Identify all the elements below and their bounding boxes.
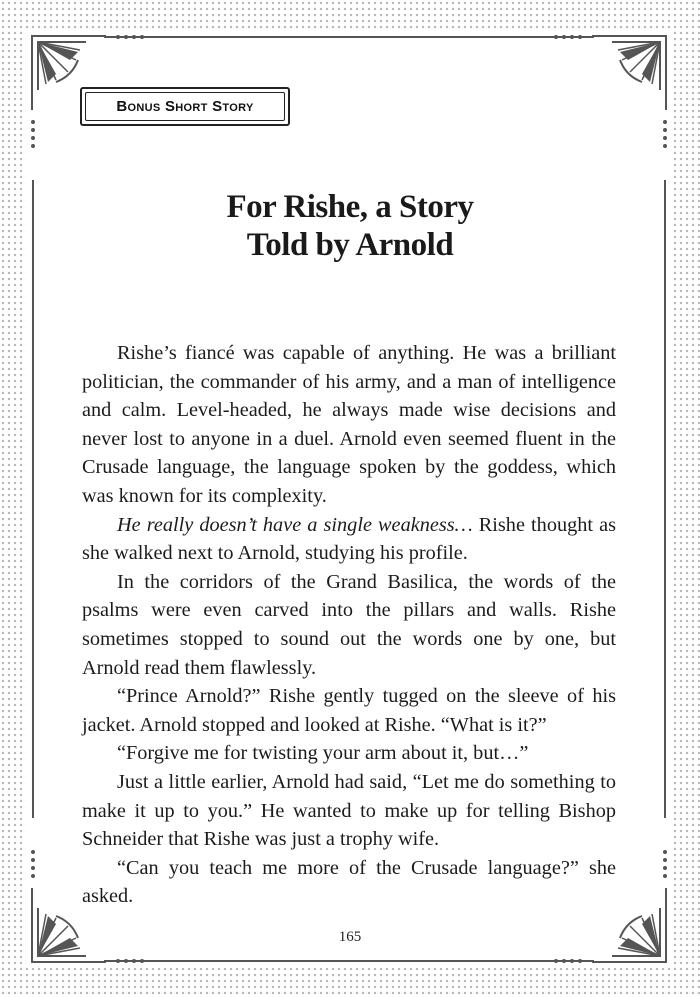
page-number: 165 xyxy=(338,929,362,945)
paragraph: “Forgive me for twisting your arm about it, but…” xyxy=(117,742,529,765)
paragraph: “Prince Arnold?” Rishe gently tugged on the sleeve of his jacket. Arnold stopped and looked at Rishe. “What is it?” xyxy=(82,685,616,736)
story-body xyxy=(82,339,616,911)
italic-thought: He really doesn’t have a single weakness… xyxy=(117,513,473,536)
paragraph: Rishe’s fiancé was capable of anything. He was a brilliant politician, the commander of his army, and a man of intelligence and calm. Level-headed, he always made wise decisions and never lost to anyone in a duel. Arnold even seemed fluent in the Crusade language, the language spoken by the goddess, which was known for its complexity. xyxy=(82,342,616,507)
frame-rule-bottom xyxy=(104,960,594,962)
paragraph-text: Rishe thought as she walked next to Arnold, studying his profile. xyxy=(82,513,616,565)
paragraph xyxy=(82,511,616,568)
story-title xyxy=(0,188,700,264)
paragraph: Just a little earlier, Arnold had said, “Let me do something to make it up to you.” He wanted to make up for telling Bishop Schneider that Rishe was just a trophy wife. xyxy=(82,770,616,851)
paragraph: “Can you teach me more of the Crusade language?” she asked. xyxy=(82,856,616,908)
story-title-line-1: For Rishe, a Story xyxy=(226,189,474,225)
story-title-line-2: Told by Arnold xyxy=(246,227,454,263)
badge-label: Bonus Short Story xyxy=(116,98,254,115)
frame-rule-right xyxy=(664,180,666,818)
bonus-short-story-badge xyxy=(80,87,290,126)
paragraph: In the corridors of the Grand Basilica, the words of the psalms were even carved into the pillars and walls. Rishe sometimes stopped to sound out the words one by one, but Arnold read them flawlessly. xyxy=(82,570,616,679)
frame-rule-top xyxy=(104,36,594,38)
frame-rule-left xyxy=(32,180,34,818)
corner-ornament-icon xyxy=(522,30,672,180)
